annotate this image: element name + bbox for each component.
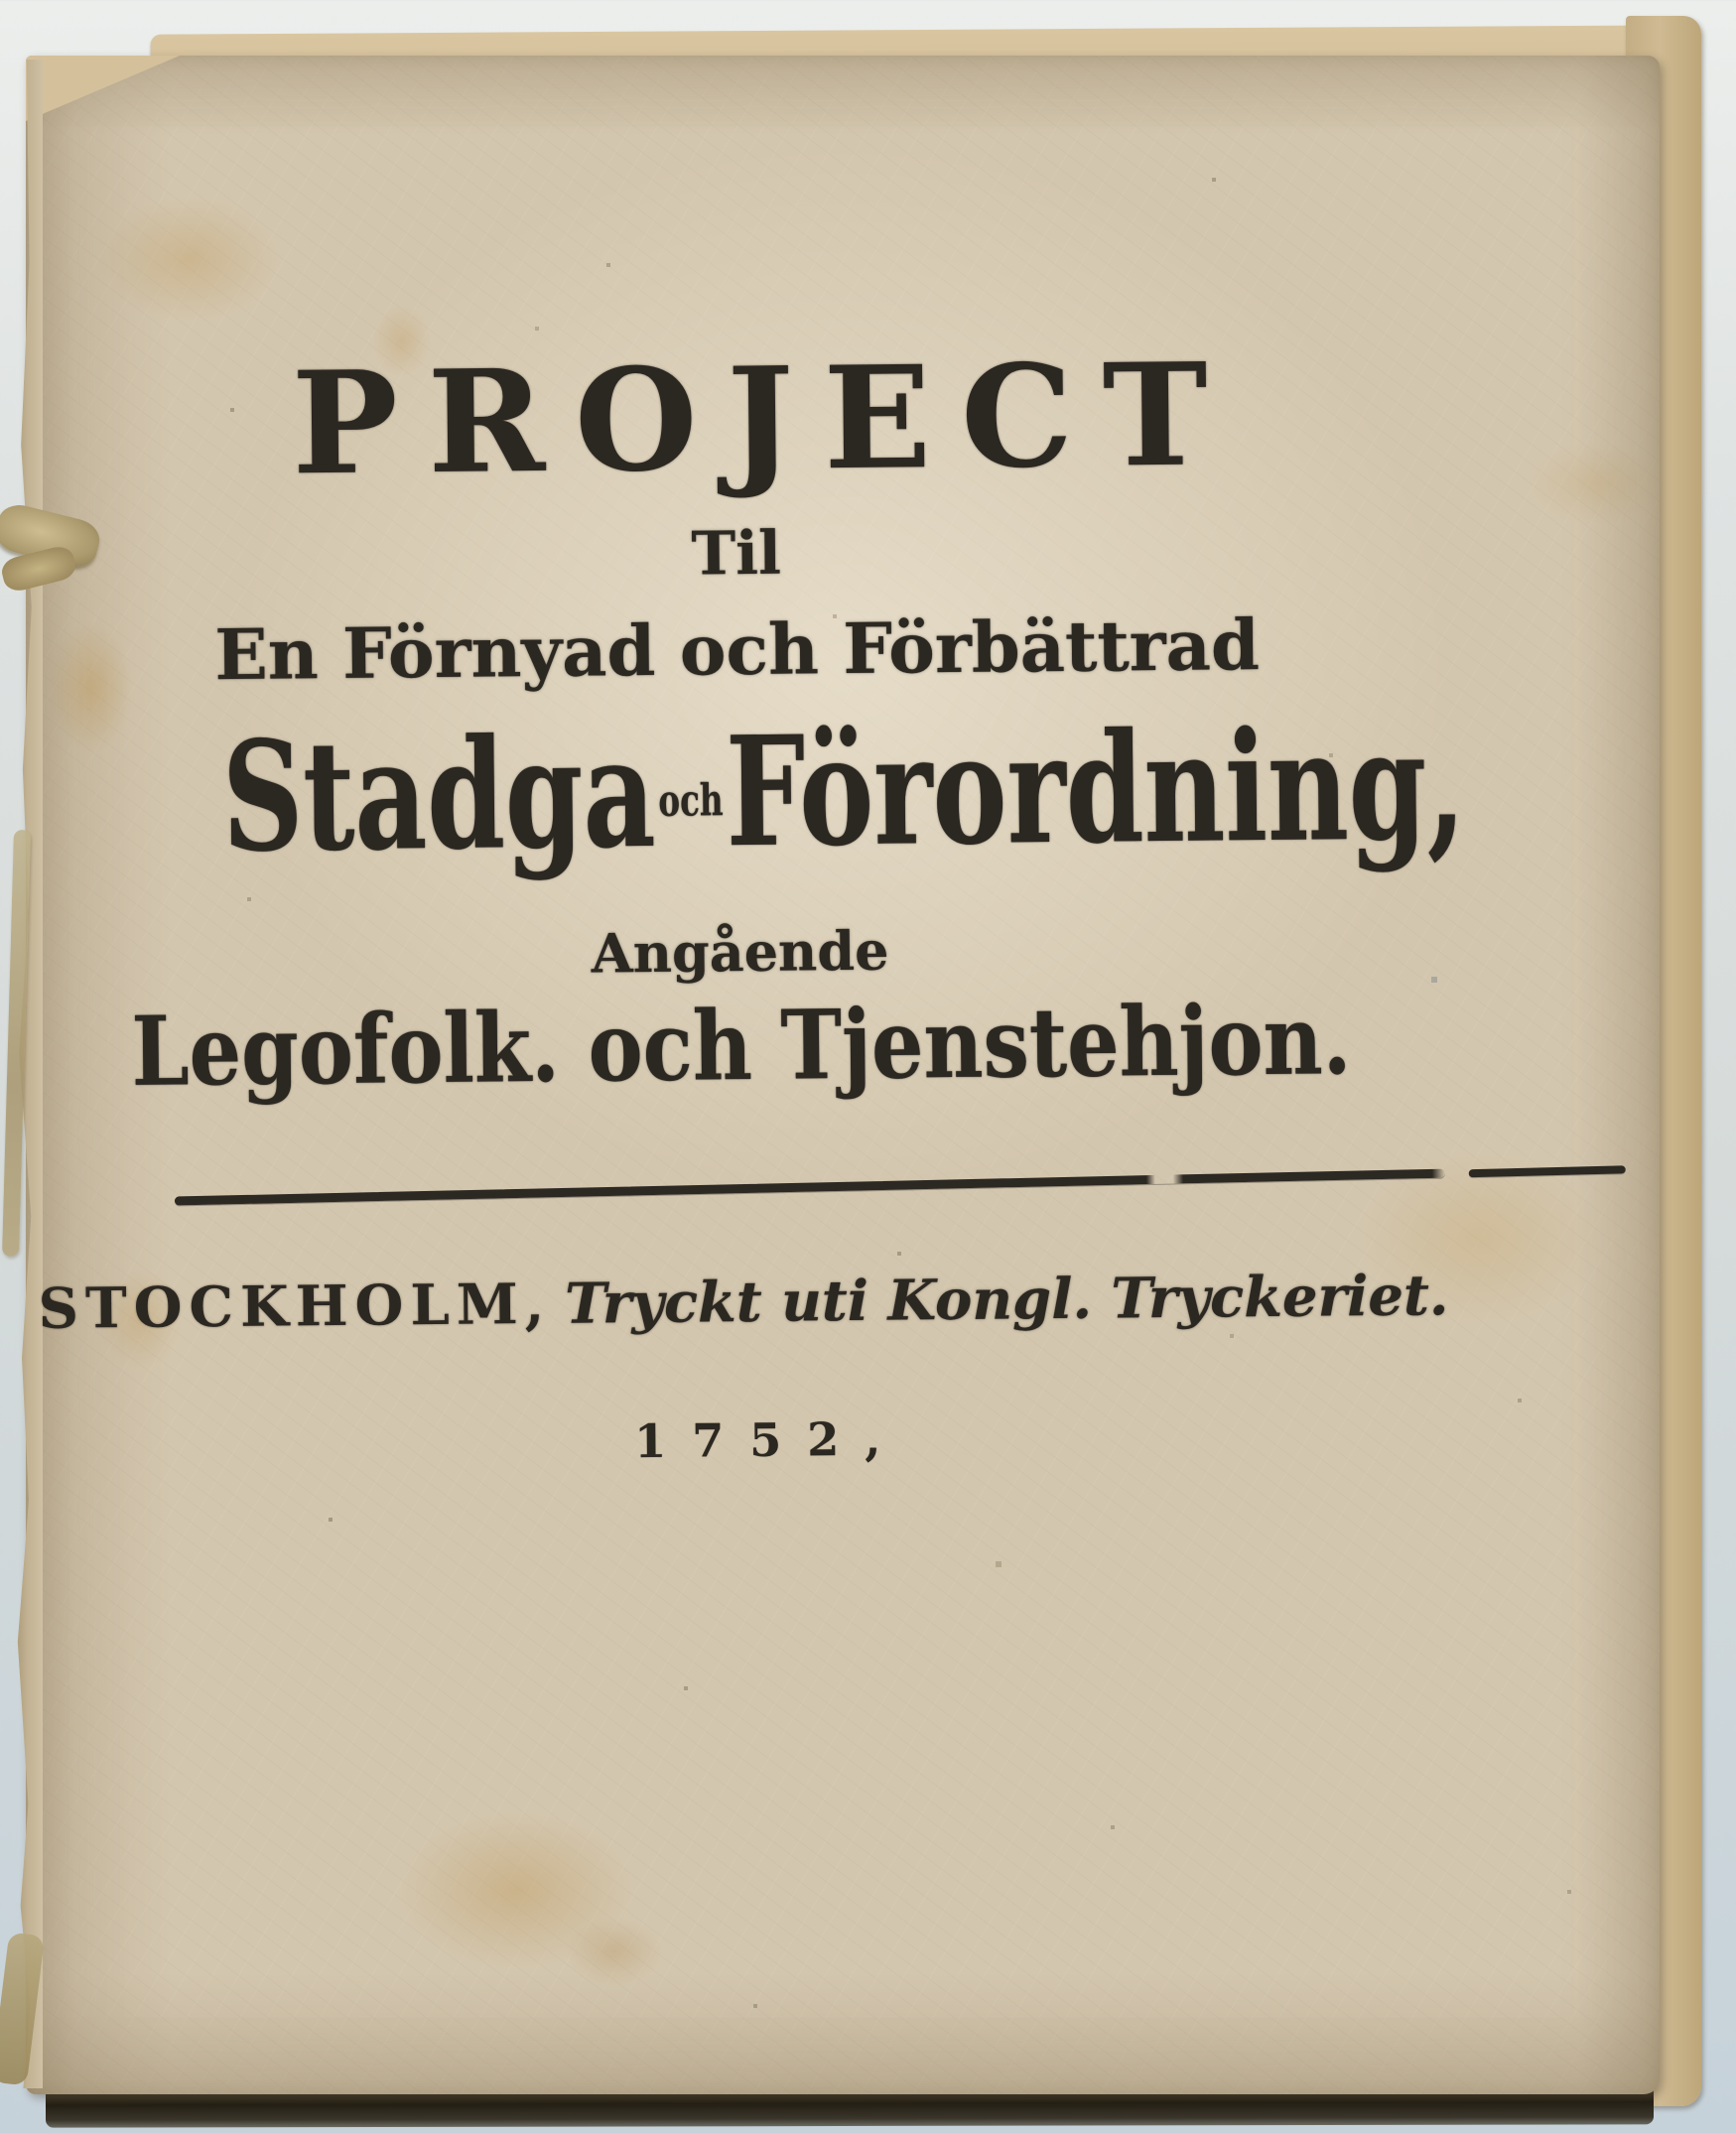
main-title-conjunction: och: [658, 775, 724, 827]
page-title: PROJECT: [291, 333, 1239, 507]
main-title-line: [3, 696, 1473, 886]
subject-line: [6, 984, 1476, 1108]
title-line-til: Til: [691, 518, 782, 590]
paper-specks: [0, 0, 2, 2]
imprint-line: [9, 1263, 1478, 1342]
printed-horizontal-rule: [175, 1169, 1445, 1206]
title-line-subtitle: En Förnyad och Förbättrad: [214, 603, 1261, 697]
title-line-angaende: Angående: [591, 918, 889, 986]
main-title-word2: Förordning,: [725, 696, 1467, 881]
subject-line-text: Legofolk. och Tjenstehjon.: [130, 984, 1352, 1108]
imprint-year: 1752,: [634, 1411, 907, 1469]
imprint-printer: Tryckt uti Kongl. Tryckeriet.: [564, 1263, 1449, 1337]
imprint-city: STOCKHOLM,: [38, 1270, 552, 1342]
main-title-word1: Stadga: [221, 703, 657, 886]
